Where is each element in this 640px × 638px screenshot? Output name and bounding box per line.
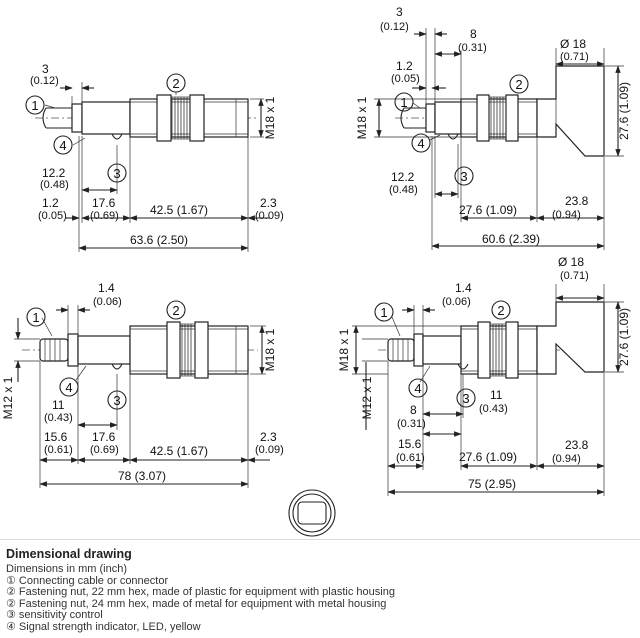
legend-title: Dimensional drawing (6, 547, 132, 561)
dim-value: 15.6 (44, 430, 68, 444)
dim-value: 78 (3.07) (118, 469, 167, 483)
callout-1 (26, 96, 44, 114)
callout-3 (108, 164, 126, 182)
dim-value: 17.6 (92, 430, 116, 444)
callout-1 (375, 303, 393, 321)
dim-value: 3 (396, 5, 403, 19)
dim-inch: (0.31) (458, 42, 487, 54)
dim-value: 11 (52, 398, 65, 412)
dim-inch: (0.12) (30, 75, 59, 87)
drawing-bottom-right (337, 255, 631, 496)
dim-value: 8 (470, 27, 477, 41)
dim-inch: (0.94) (552, 209, 581, 221)
callout-4 (412, 134, 430, 152)
dim-inch: (0.06) (442, 296, 471, 308)
dim-value: 63.6 (2.50) (130, 233, 189, 247)
dim-value: Ø 18 (560, 37, 587, 51)
svg-text:1: 1 (32, 310, 40, 325)
dim-value: 27.6 (1.09) (617, 81, 631, 141)
dim-inch: (0.09) (255, 210, 284, 222)
dim-value: 2.3 (260, 430, 277, 444)
dim-inch: (0.12) (380, 21, 409, 33)
dim-value: 15.6 (398, 437, 422, 451)
svg-text:2: 2 (497, 303, 505, 318)
svg-text:4: 4 (417, 136, 425, 151)
legend (6, 547, 636, 634)
callout-4 (409, 379, 427, 397)
dim-value: 23.8 (565, 194, 589, 208)
svg-text:1: 1 (400, 95, 408, 110)
dim-inch: (0.71) (560, 270, 589, 282)
dim-value: 3 (42, 62, 49, 76)
dim-inch: (0.43) (479, 403, 508, 415)
dim-inch: (0.61) (44, 444, 73, 456)
legend-units: Dimensions in mm (inch) (6, 563, 128, 575)
callout-2 (167, 74, 185, 92)
dim-inch: (0.48) (40, 179, 69, 191)
dim-value: 60.6 (2.39) (482, 232, 541, 246)
svg-text:2: 2 (172, 76, 180, 91)
svg-text:4: 4 (414, 381, 422, 396)
dim-value: 1.4 (455, 281, 472, 295)
dim-value: 1.2 (42, 196, 59, 210)
dim-value: 27.6 (1.09) (617, 307, 631, 367)
svg-text:1: 1 (380, 305, 388, 320)
dim-value: Ø 18 (558, 255, 585, 269)
thread-label: M18 x 1 (263, 328, 277, 372)
svg-text:3: 3 (113, 393, 121, 408)
dim-value: 2.3 (260, 196, 277, 210)
dim-value: 8 (410, 403, 417, 417)
callout-1 (395, 93, 413, 111)
dim-value: 75 (2.95) (468, 477, 517, 491)
legend-item: ④ Signal strength indicator, LED, yellow (6, 620, 201, 633)
legend-divider (0, 539, 640, 540)
svg-text:2: 2 (172, 303, 180, 318)
dim-inch: (0.71) (560, 51, 589, 63)
svg-text:4: 4 (65, 380, 73, 395)
dim-value: 42.5 (1.67) (150, 444, 209, 458)
callout-4 (60, 378, 78, 396)
dim-value: 11 (490, 388, 503, 402)
thread-label: M18 x 1 (355, 96, 369, 140)
dim-inch: (0.06) (93, 296, 122, 308)
callout-2 (510, 75, 528, 93)
dim-inch: (0.05) (38, 210, 67, 222)
dim-inch: (0.69) (90, 444, 119, 456)
callout-2 (492, 301, 510, 319)
dim-inch: (0.31) (397, 418, 426, 430)
svg-text:3: 3 (460, 169, 468, 184)
callout-2 (167, 301, 185, 319)
legend-item: ① Connecting cable or connector (6, 574, 169, 587)
svg-text:2: 2 (515, 77, 523, 92)
dim-value: 17.6 (92, 196, 116, 210)
dim-value: 27.6 (1.09) (459, 203, 518, 217)
legend-item: ② Fastening nut, 24 mm hex, made of metal for equipment with metal housing (6, 597, 387, 610)
drawing-top-right (355, 5, 631, 250)
thread-label: M12 x 1 (1, 376, 15, 420)
dim-value: 1.2 (396, 59, 413, 73)
dim-inch: (0.61) (396, 452, 425, 464)
svg-text:1: 1 (31, 98, 39, 113)
dim-value: 12.2 (391, 170, 415, 184)
callout-1 (27, 308, 45, 326)
callout-4 (54, 136, 72, 154)
thread-label: M18 x 1 (263, 96, 277, 140)
svg-text:3: 3 (462, 391, 470, 406)
dim-value: 27.6 (1.09) (459, 450, 518, 464)
drawing-top-left (26, 62, 284, 252)
callout-3 (457, 389, 475, 407)
legend-item: ③ sensitivity control (6, 609, 103, 622)
svg-text:3: 3 (113, 166, 121, 181)
thread-label: M12 x 1 (360, 376, 374, 420)
legend-item: ② Fastening nut, 22 mm hex, made of plastic for equipment with plastic housing (6, 586, 395, 599)
drawing-bottom-left (1, 281, 284, 488)
callout-3 (108, 391, 126, 409)
dim-inch: (0.69) (90, 210, 119, 222)
svg-text:4: 4 (59, 138, 67, 153)
dim-inch: (0.94) (552, 453, 581, 465)
dim-value: 23.8 (565, 438, 589, 452)
dim-inch: (0.09) (255, 444, 284, 456)
dim-value: 12.2 (42, 166, 66, 180)
dim-value: 1.4 (98, 281, 115, 295)
dim-inch: (0.48) (389, 184, 418, 196)
thread-label: M18 x 1 (337, 328, 351, 372)
dim-inch: (0.05) (391, 73, 420, 85)
dim-value: 42.5 (1.67) (150, 203, 209, 217)
dim-inch: (0.43) (44, 412, 73, 424)
sensor-front-view (289, 490, 335, 536)
